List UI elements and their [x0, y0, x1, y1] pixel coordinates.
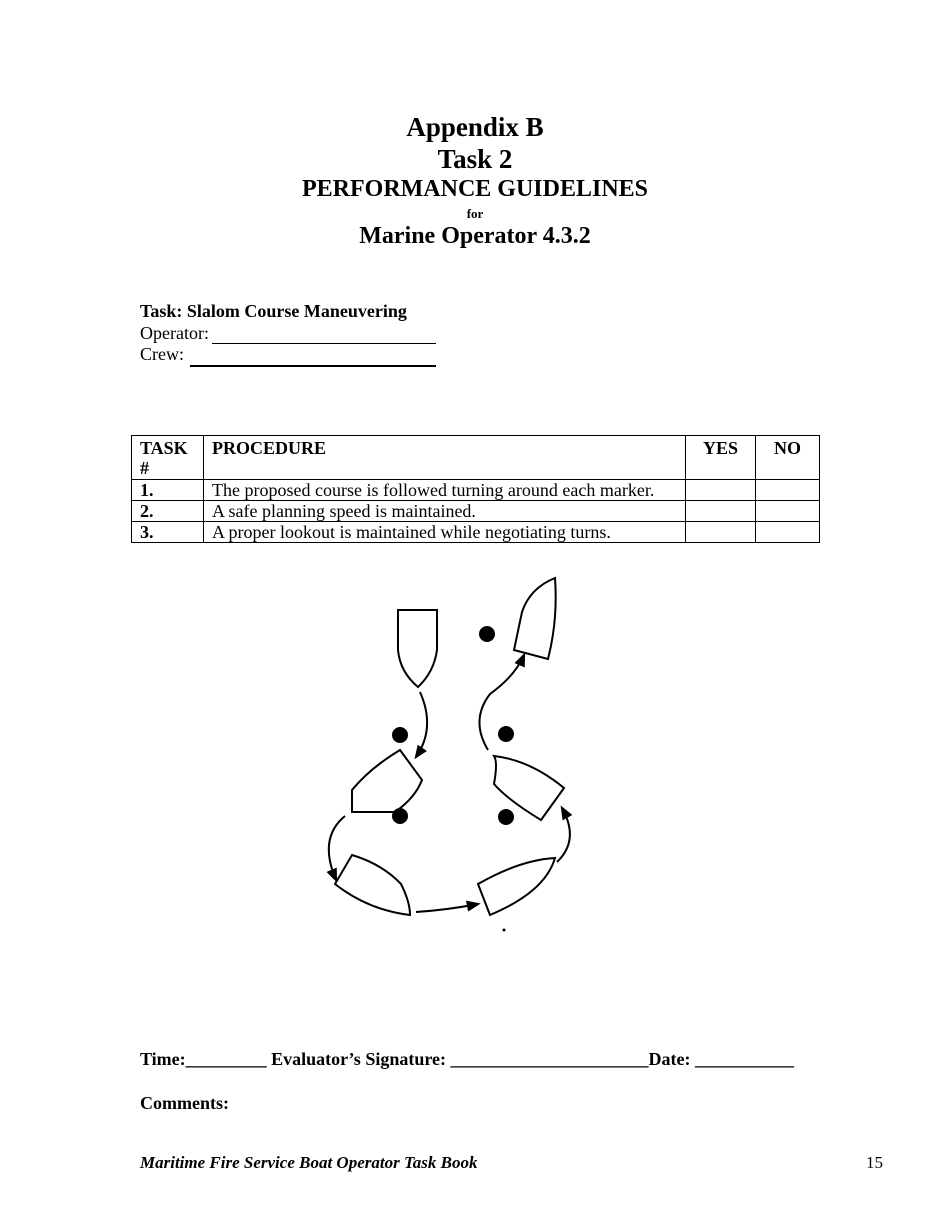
- no-checkbox-cell[interactable]: [756, 501, 820, 522]
- appendix-title: Appendix B: [406, 112, 544, 142]
- marker-buoy-icon: [498, 726, 514, 742]
- boat-icon: [352, 750, 422, 812]
- signature-line[interactable]: Time:_________ Evaluator’s Signature: ______________________Date: ___________: [140, 1049, 794, 1069]
- task-title: Task 2: [437, 144, 513, 174]
- row-procedure: A proper lookout is maintained while negotiating turns.: [204, 522, 686, 543]
- crew-field[interactable]: [190, 365, 436, 367]
- guidelines-title: PERFORMANCE GUIDELINES: [301, 176, 649, 202]
- row-procedure: A safe planning speed is maintained.: [204, 501, 686, 522]
- table-row: [132, 522, 820, 543]
- no-checkbox-cell[interactable]: [756, 480, 820, 501]
- course-arrow: [557, 808, 570, 862]
- row-number: 1.: [132, 480, 204, 501]
- role-title: Marine Operator 4.3.2: [359, 223, 591, 249]
- dot-mark: [503, 929, 506, 932]
- operator-field[interactable]: [212, 343, 436, 344]
- table-row: [132, 480, 820, 501]
- yes-checkbox-cell[interactable]: [686, 501, 756, 522]
- boat-icon: [398, 610, 437, 687]
- procedure-table: [131, 435, 820, 543]
- header-procedure: PROCEDURE: [204, 436, 686, 480]
- yes-checkbox-cell[interactable]: [686, 480, 756, 501]
- page-number: 15: [866, 1153, 883, 1172]
- comments-label: Comments:: [140, 1093, 229, 1113]
- course-arrow: [416, 692, 427, 757]
- marker-buoy-icon: [392, 808, 408, 824]
- for-label: for: [466, 206, 484, 221]
- table-header-row: [132, 436, 820, 480]
- table-row: [132, 501, 820, 522]
- operator-label: Operator:: [140, 323, 209, 343]
- row-number: 2.: [132, 501, 204, 522]
- boat-icon: [478, 858, 555, 915]
- marker-buoy-icon: [498, 809, 514, 825]
- boat-icon: [335, 855, 410, 915]
- boat-icon: [514, 578, 556, 659]
- header-yes: YES: [686, 436, 756, 480]
- header-no: NO: [756, 436, 820, 480]
- row-number: 3.: [132, 522, 204, 543]
- row-procedure: The proposed course is followed turning around each marker.: [204, 480, 686, 501]
- crew-label: Crew:: [140, 344, 184, 364]
- book-title: Maritime Fire Service Boat Operator Task Book: [140, 1153, 478, 1172]
- marker-buoy-icon: [392, 727, 408, 743]
- yes-checkbox-cell[interactable]: [686, 522, 756, 543]
- header-task-num: TASK #: [132, 436, 204, 480]
- no-checkbox-cell[interactable]: [756, 522, 820, 543]
- slalom-course-diagram: [315, 570, 585, 940]
- task-name: Task: Slalom Course Maneuvering: [140, 301, 407, 321]
- marker-buoy-icon: [479, 626, 495, 642]
- course-arrow: [416, 904, 478, 912]
